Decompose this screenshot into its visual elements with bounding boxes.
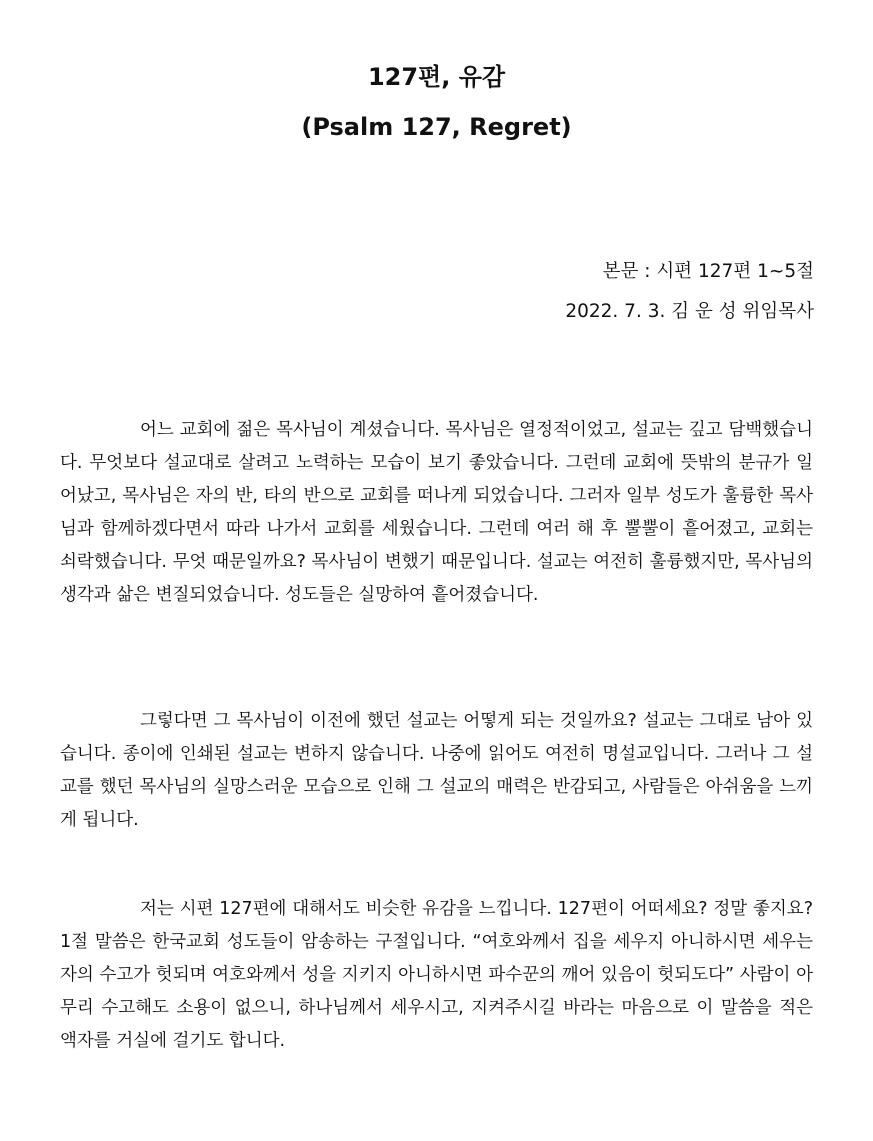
sermon-title: 127편, 유감	[367, 63, 506, 91]
date-author: 2022. 7. 3. 김 운 성 위임목사	[565, 301, 814, 322]
paragraph-3: 저는 시편 127편에 대해서도 비슷한 유감을 느낍니다. 127편이 어떠세요? 정말 좋지요? 1절 말씀은 한국교회 성도들이 암송하는 구절입니다. “여호와께서 집을 세우지 아니하시면 세우는 자의 수고가 헛되며 여호와께서 성을 지키지 아니하시면 파수꾼의 깨어 있음이 헛되도다” 사람이 아무리 수고해도 소용이 없으니, 하나님께서 세우시고, 지켜주시길 바라는 마음으로 이 말씀을 적은 액자를 거실에 걸기도 합니다.	[60, 899, 813, 1051]
paragraph-2: 그렇다면 그 목사님이 이전에 했던 설교는 어떻게 되는 것일까요? 설교는 그대로 남아 있습니다. 종이에 인쇄된 설교는 변하지 않습니다. 나중에 읽어도 여전히 명설교입니다. 그러나 그 설교를 했던 목사님의 실망스러운 모습으로 인해 그 설교의 매력은 반감되고, 사람들은 아쉬움을 느끼게 됩니다.	[60, 711, 813, 830]
sermon-subtitle: (Psalm 127, Regret)	[301, 113, 572, 141]
paragraph-1: 어느 교회에 젊은 목사님이 계셨습니다. 목사님은 열정적이었고, 설교는 깊고 담백했습니다. 무엇보다 설교대로 살려고 노력하는 모습이 보기 좋았습니다. 그런데 교회에 뜻밖의 분규가 일어났고, 목사님은 자의 반, 타의 반으로 교회를 떠나게 되었습니다. 그러자 일부 성도가 훌륭한 목사님과 함께하겠다면서 따라 나가서 교회를 세웠습니다. 그런데 여러 해 후 뿔뿔이 흩어졌고, 교회는 쇠락했습니다. 무엇 때문일까요? 목사님이 변했기 때문입니다. 설교는 여전히 훌륭했지만, 목사님의 생각과 삶은 변질되었습니다. 성도들은 실망하여 흩어졌습니다.	[60, 420, 813, 605]
scripture-reference: 본문 : 시편 127편 1~5절	[602, 261, 814, 282]
